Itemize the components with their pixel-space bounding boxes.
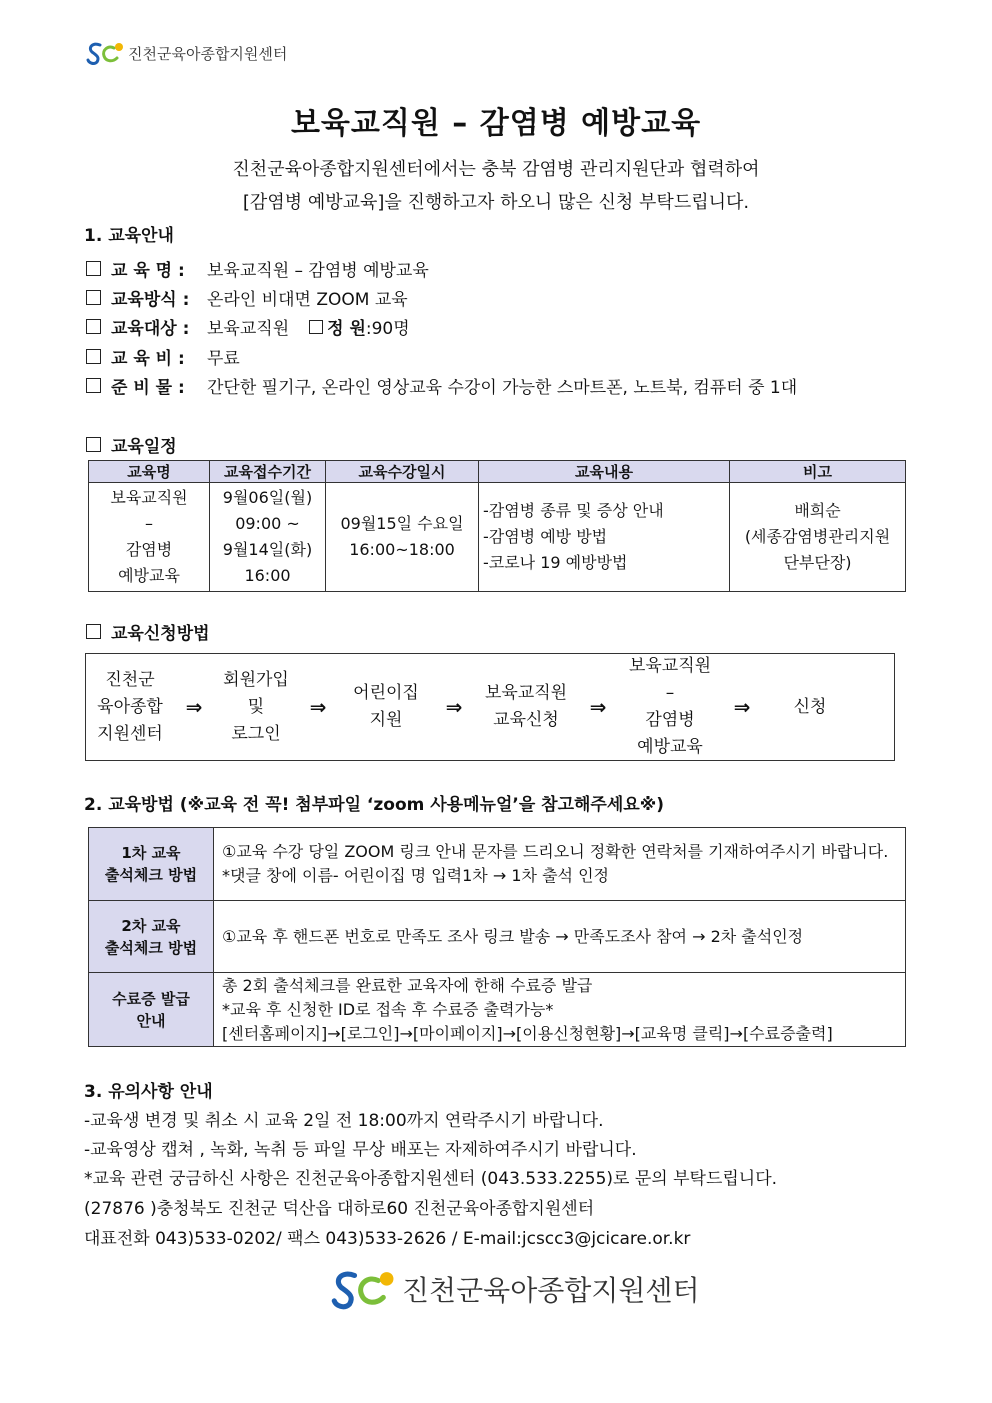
capacity-value: :90명 — [365, 319, 410, 339]
cell-line: 예방교육 — [118, 566, 180, 585]
row-content — [214, 973, 906, 1047]
center-logo-icon — [86, 40, 124, 66]
step-line: 회원가입 — [223, 669, 289, 690]
section1-heading: 1. 교육안내 — [84, 226, 174, 246]
table-row — [89, 828, 906, 901]
cell-line: (세종감염병관리지원 — [744, 527, 891, 546]
datetime-cell — [326, 483, 479, 592]
application-flow — [85, 653, 895, 761]
cell-line: 감염병 — [125, 540, 173, 559]
intro-line-1: 진천군육아종합지원센터에서는 충북 감염병 관리지원단과 협력하여 — [232, 159, 760, 180]
flow-step — [86, 667, 174, 748]
logo-text: 진천군육아종합지원센터 — [402, 1274, 700, 1307]
info-label: 교 육 명 : — [111, 261, 185, 281]
step-line: 교육신청 — [493, 710, 559, 730]
row-content — [214, 901, 906, 973]
col-header: 교육명 — [89, 461, 210, 483]
row-label — [89, 901, 214, 973]
info-label: 교육대상 : — [111, 319, 190, 339]
row-content — [214, 828, 906, 901]
label-line: 1차 교육 — [121, 844, 181, 862]
step-line: 보육교직원 — [628, 656, 712, 676]
label-line: 수료증 발급 — [112, 989, 190, 1008]
table-row — [89, 901, 906, 973]
checkbox-icon — [86, 349, 101, 364]
cell-line: -감염병 종류 및 증상 안내 — [483, 501, 664, 520]
step-line: 예방교육 — [637, 737, 703, 757]
address-line: (27876 )충청북도 진천군 덕산읍 대하로60 진천군육아종합지원센터 — [84, 1199, 595, 1219]
center-logo-icon — [330, 1267, 396, 1311]
row-label — [89, 973, 214, 1047]
info-label: 교 육 비 : — [111, 349, 185, 369]
notice-line: *교육 관련 궁금하신 사항은 진천군육아종합지원센터 (043.533.2255)로 문의 부탁드립니다. — [84, 1169, 778, 1189]
logo-text: 진천군육아종합지원센터 — [128, 44, 288, 63]
step-line: 신청 — [793, 696, 827, 717]
content-cell — [479, 483, 730, 592]
label-line: 안내 — [136, 1011, 166, 1030]
note-cell — [730, 483, 906, 592]
step-line: 감염병 — [645, 710, 695, 730]
schedule-heading — [86, 432, 177, 457]
checkbox-icon — [86, 290, 101, 305]
col-header: 비고 — [730, 461, 906, 483]
cell-line: 배희순 — [794, 501, 841, 520]
arrow-icon: ⇒ — [309, 695, 327, 719]
flow-step — [214, 667, 298, 748]
cell-line: 보육교직원 — [110, 488, 188, 507]
label-line: 출석체크 방법 — [104, 866, 198, 884]
arrow-icon: ⇒ — [589, 695, 607, 719]
cell-line: 9월06일(월) — [222, 488, 313, 507]
section3-heading: 3. 유의사항 안내 — [84, 1082, 213, 1102]
info-label: 준 비 물 : — [111, 378, 185, 398]
label-line: 2차 교육 — [121, 916, 181, 935]
info-value: 무료 — [207, 349, 240, 369]
header-logo — [86, 40, 287, 66]
cell-line: 단부단장) — [783, 553, 852, 572]
cell-line: 16:00 — [244, 566, 291, 585]
cell-line: 09월15일 수요일 — [340, 514, 464, 533]
info-row-name — [86, 256, 429, 281]
cell-line: -코로나 19 예방방법 — [483, 553, 628, 572]
info-value: 온라인 비대면 ZOOM 교육 — [207, 290, 408, 310]
application-heading-text: 교육신청방법 — [111, 624, 210, 644]
info-label: 교육방식 : — [111, 290, 190, 310]
checkbox-icon — [86, 624, 101, 639]
step-line: 지원 — [369, 710, 403, 730]
label-line: 출석체크 방법 — [104, 938, 198, 957]
contact-line: 대표전화 043)533-0202/ 팩스 043)533-2626 / E-mail:jcscc3@jcicare.or.kr — [84, 1229, 691, 1249]
flow-step — [338, 680, 434, 734]
flow-step — [474, 680, 578, 734]
cell-line: 16:00~18:00 — [349, 540, 455, 559]
table-header-row — [89, 461, 906, 483]
footer-logo — [330, 1267, 700, 1311]
schedule-table — [88, 460, 906, 592]
notice-line: -교육영상 캡쳐 , 녹화, 녹취 등 파일 무상 배포는 자제하여주시기 바랍니다. — [84, 1140, 637, 1160]
flow-step — [618, 653, 722, 761]
page-title: 보육교직원 – 감염병 예방교육 — [290, 106, 702, 141]
table-row — [89, 973, 906, 1047]
table-row — [89, 483, 906, 592]
content-line: ①교육 후 핸드폰 번호로 만족도 조사 링크 발송 → 만족도조사 참여 → 2차 출석인정 — [222, 926, 804, 946]
info-row-target — [86, 314, 410, 339]
step-line: 보육교직원 — [484, 683, 568, 703]
info-row-method — [86, 285, 408, 310]
step-line: 및 — [247, 696, 265, 717]
arrow-icon: ⇒ — [733, 695, 751, 719]
info-row-supplies — [86, 373, 797, 398]
method-table — [88, 827, 906, 1047]
period-cell — [210, 483, 326, 592]
checkbox-icon — [86, 319, 101, 334]
col-header: 교육내용 — [479, 461, 730, 483]
info-row-fee — [86, 344, 240, 369]
cell-line: 9월14일(화) — [222, 540, 313, 559]
checkbox-icon — [309, 320, 323, 334]
content-line: ①교육 수강 당일 ZOOM 링크 안내 문자를 드리오니 정확한 연락처를 기재하여주시기 바랍니다. — [222, 842, 889, 861]
content-line: *교육 후 신청한 ID로 접속 후 수료증 출력가능* — [222, 999, 554, 1019]
cell-line: – — [145, 514, 153, 533]
step-line: 진천군 — [105, 669, 155, 690]
notice-line: -교육생 변경 및 취소 시 교육 2일 전 18:00까지 연락주시기 바랍니다. — [84, 1111, 604, 1131]
application-heading — [86, 619, 210, 644]
info-value: 간단한 필기구, 온라인 영상교육 수강이 가능한 스마트폰, 노트북, 컴퓨터 중 1대 — [207, 378, 798, 398]
content-line: *댓글 창에 이름- 어린이집 명 입력1차 → 1차 출석 인정 — [222, 866, 609, 885]
info-value: 보육교직원 — [207, 319, 290, 339]
capacity-label: 정 원 — [327, 319, 366, 339]
intro-line-2: [감염병 예방교육]을 진행하고자 하오니 많은 신청 부탁드립니다. — [242, 192, 750, 213]
content-line: 총 2회 출석체크를 완료한 교육자에 한해 수료증 발급 — [222, 975, 593, 995]
cell-line: 09:00 ~ — [235, 514, 300, 533]
checkbox-icon — [86, 378, 101, 393]
row-label — [89, 828, 214, 901]
course-name-cell — [89, 483, 210, 592]
info-value: 보육교직원 – 감염병 예방교육 — [207, 261, 429, 281]
step-line: 로그인 — [231, 723, 281, 744]
schedule-heading-text: 교육일정 — [111, 437, 177, 457]
checkbox-icon — [86, 437, 101, 452]
flow-step — [762, 694, 858, 721]
step-line: 육아종합 — [97, 696, 163, 717]
arrow-icon: ⇒ — [445, 695, 463, 719]
arrow-icon: ⇒ — [185, 695, 203, 719]
section2-heading: 2. 교육방법 (※교육 전 꼭! 첨부파일 ‘zoom 사용메뉴얼’을 참고해주세요※) — [84, 795, 664, 815]
step-line: 어린이집 — [353, 683, 419, 703]
col-header: 교육접수기간 — [210, 461, 326, 483]
step-line: 지원센터 — [97, 723, 163, 744]
step-line: – — [665, 683, 675, 703]
content-line: [센터홈페이지]→[로그인]→[마이페이지]→[이용신청현황]→[교육명 클릭]→[수료증출력] — [222, 1023, 833, 1043]
cell-line: -감염병 예방 방법 — [483, 527, 608, 546]
col-header: 교육수강일시 — [326, 461, 479, 483]
checkbox-icon — [86, 261, 101, 276]
